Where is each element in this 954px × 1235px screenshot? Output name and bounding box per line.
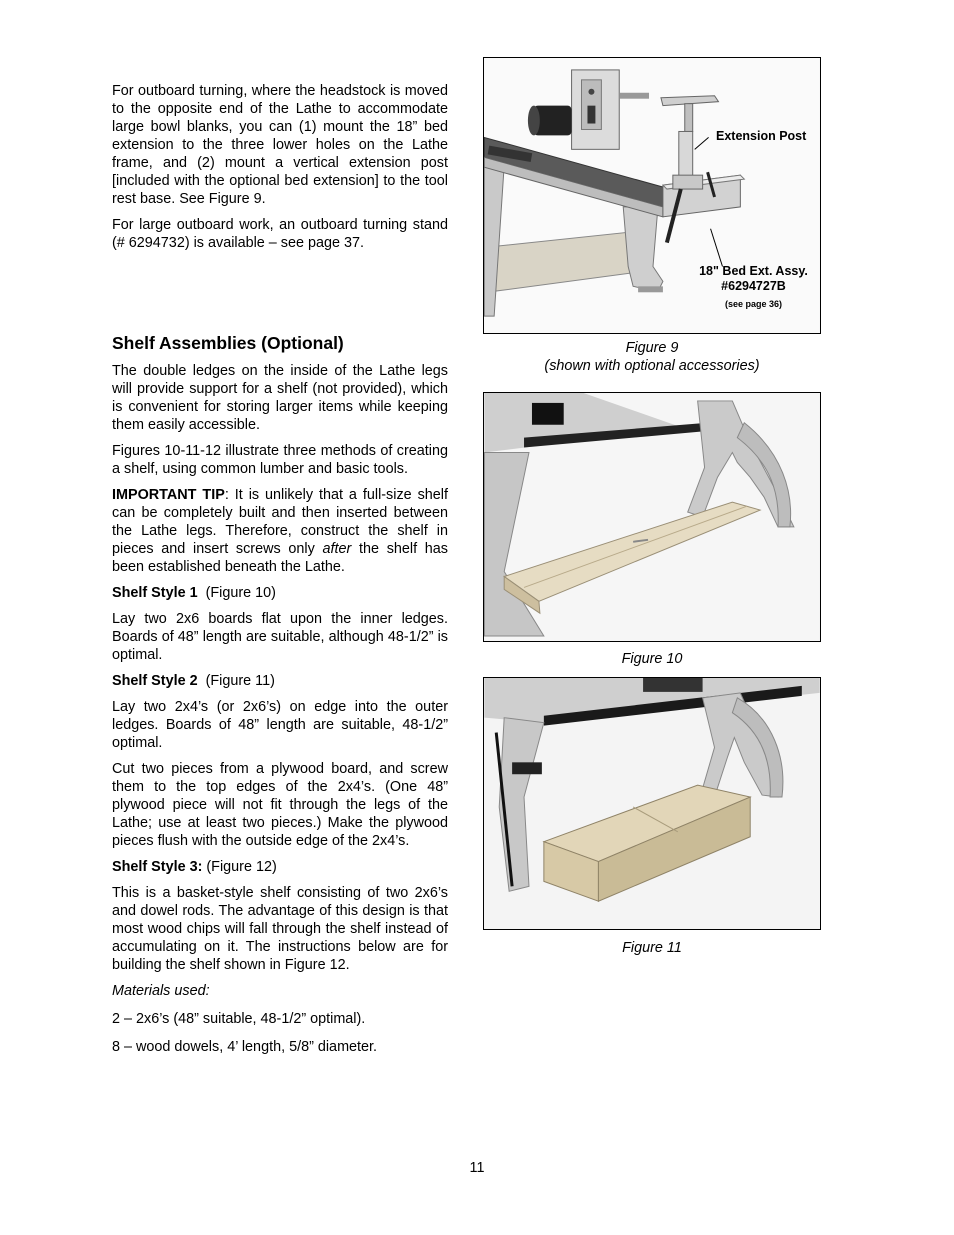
style2-ref: (Figure 11) [197,673,275,689]
materials-label [112,982,448,1000]
tip-text-2: the shelf has been established beneath the Lathe. [112,541,448,575]
shelf-style-3-heading [112,858,448,876]
materials-label-text: Materials used: [112,983,210,999]
shelf-style-2-plywood-text: Cut two pieces from a plywood board, and screw them to the top edges of the 2x4’s. (One 48” plywood piece will not fit through the legs of the Lathe; use at least two pieces.) Make the plywood pieces flush with the outside edge of the 2x4’s. [112,761,448,849]
shelf-style-2-heading [112,672,448,690]
page-number: 11 [469,1160,485,1176]
style2-label: Shelf Style 2 [112,673,198,689]
style3-label: Shelf Style 3: [112,859,203,875]
style3-ref: (Figure 12) [202,859,277,875]
section-heading: Shelf Assemblies (Optional) [112,333,344,353]
shelf-style-2-text: Lay two 2x4’s (or 2x6’s) on edge into the outer ledges. Boards of 48” length are suitable, 48-1/2” optimal. [112,699,448,751]
style1-ref: (Figure 10) [197,585,276,601]
left-column [112,82,448,1064]
figure-11-image [483,677,821,930]
shelf-style-1-text: Lay two 2x6 boards flat upon the inner ledges. Boards of 48” length are suitable, although 48-1/2” is optimal. [112,611,448,663]
callout-bed-ext-line-1: 18" Bed Ext. Assy. [699,264,808,278]
tip-label: IMPORTANT TIP [112,487,225,503]
paragraph-ledges: The double ledges on the inside of the Lathe legs will provide support for a shelf (not provided), which is convenient for storing larger items while keeping them easily accessible. [112,363,448,433]
callout-bed-ext-line-3: (see page 36) [724,299,783,309]
figure-10-caption: Figure 10 [621,651,683,667]
shelf-style-1-photo [484,393,820,641]
paragraph-outboard: For outboard turning, where the headstock is moved to the opposite end of the Lathe to accommodate large bowl blanks, you can (1) mount the 18” bed extension to the three lower holes on the Lathe frame, and (2) mount a vertical extension post [included with the optional bed extension] to the tool rest base. See Figure 9. [112,83,448,207]
shelf-style-3-text: This is a basket-style shelf consisting of two 2x6’s and dowel rods. The advantage of this design is that most wood chips will fall through the shelf instead of accumulating on it. The instructions below are for building the shelf shown in Figure 12. [112,885,448,973]
shelf-style-2-photo [484,678,820,929]
tip-italic: after [322,541,352,557]
paragraph-outboard-stand: For large outboard work, an outboard turning stand (# 6294732) is available – see page 37. [112,217,448,251]
figure-10-image [483,392,821,642]
figure-11-caption: Figure 11 [622,940,682,956]
figure-9-caption: Figure 9 [625,340,679,356]
paragraph-important-tip [112,486,448,576]
callout-bed-ext-line-2: #6294727B [721,279,786,293]
paragraph-figures: Figures 10-11-12 illustrate three methods of creating a shelf, using common lumber and basic tools. [112,443,448,477]
figure-9-subcaption: (shown with optional accessories) [544,358,760,374]
style1-label: Shelf Style 1 [112,585,198,601]
callout-extension-post: Extension Post [716,129,807,143]
material-item-1: 2 – 2x6’s (48” suitable, 48-1/2” optimal). [112,1011,366,1027]
tip-text-1: : It is unlikely that a full-size shelf can be completely built and then inserted between the Lathe legs. Therefore, construct the shelf in pieces and insert screws only [112,487,448,557]
shelf-style-1-heading [112,584,448,602]
material-item-2: 8 – wood dowels, 4’ length, 5/8” diameter. [112,1039,378,1055]
